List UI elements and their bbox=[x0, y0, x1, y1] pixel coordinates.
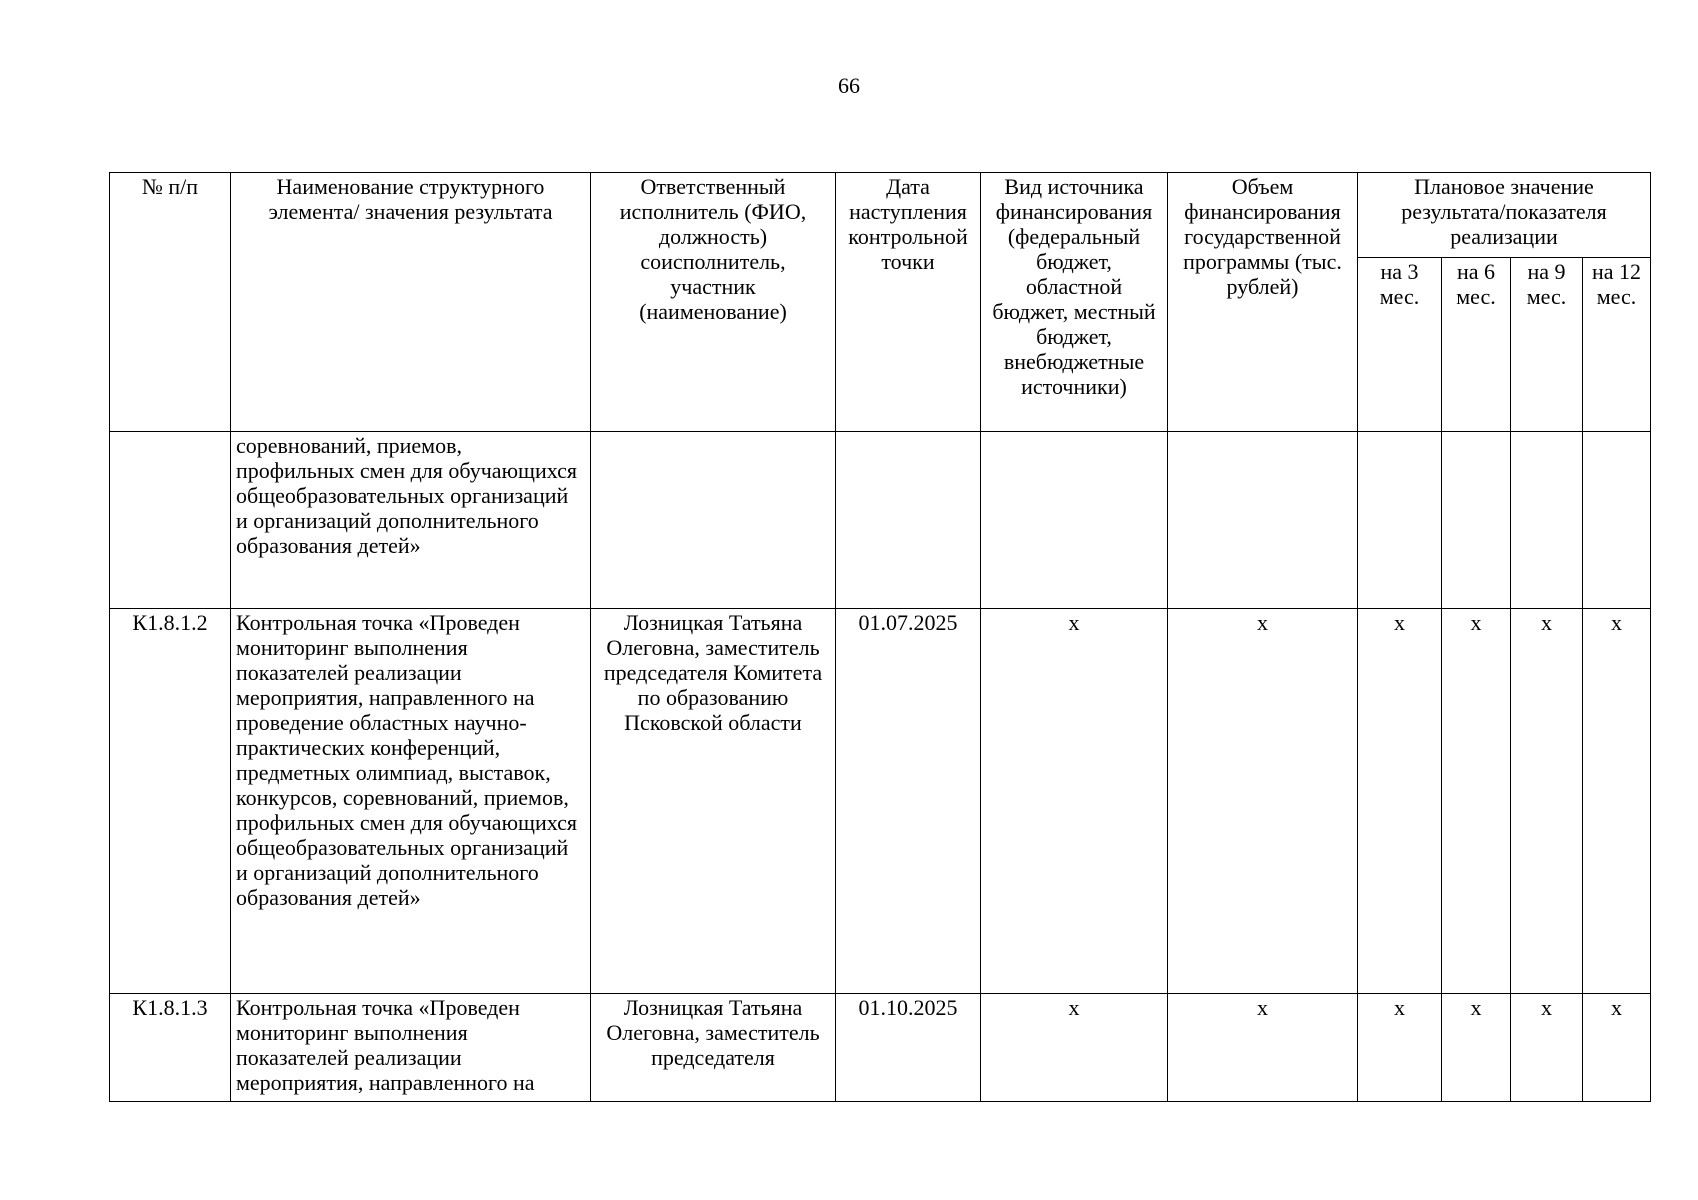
row-num: К1.8.1.3 bbox=[110, 994, 231, 1102]
header-name: Наименование структурного элемента/ значения результата bbox=[231, 173, 591, 432]
row-plan-6: x bbox=[1442, 994, 1511, 1102]
row-name: Контрольная точка «Проведен мониторинг выполнения показателей реализации мероприятия, направленного на bbox=[236, 995, 535, 1095]
row-plan-9 bbox=[1511, 432, 1583, 609]
header-source: Вид источника финансирования (федеральный бюджет, областной бюджет, местный бюджет, внебюджетные источники) bbox=[981, 173, 1168, 432]
row-date: 01.07.2025 bbox=[836, 609, 981, 994]
header-plan-6: на 6 мес. bbox=[1442, 258, 1511, 432]
row-plan-3: x bbox=[1358, 609, 1442, 994]
header-plan-3: на 3 мес. bbox=[1358, 258, 1442, 432]
header-volume: Объем финансирования государственной программы (тыс. рублей) bbox=[1168, 173, 1358, 432]
row-volume: x bbox=[1168, 994, 1358, 1102]
row-source: x bbox=[981, 994, 1168, 1102]
header-date: Дата наступления контрольной точки bbox=[836, 173, 981, 432]
row-plan-9: x bbox=[1511, 609, 1583, 994]
row-num bbox=[110, 432, 231, 609]
row-plan-12: x bbox=[1583, 609, 1651, 994]
row-source bbox=[981, 432, 1168, 609]
row-responsible bbox=[591, 432, 836, 609]
header-responsible: Ответственный исполнитель (ФИО, должность) соисполнитель, участник (наименование) bbox=[591, 173, 836, 432]
row-volume bbox=[1168, 432, 1358, 609]
table-row bbox=[110, 609, 1651, 994]
row-plan-3: x bbox=[1358, 994, 1442, 1102]
row-responsible: Лозницкая Татьяна Олеговна, заместитель председателя bbox=[606, 995, 820, 1070]
row-responsible: Лозницкая Татьяна Олеговна, заместитель председателя Комитета по образованию Псковской области bbox=[591, 609, 836, 994]
row-plan-3 bbox=[1358, 432, 1442, 609]
row-plan-6 bbox=[1442, 432, 1511, 609]
row-name: соревнований, приемов, профильных смен для обучающихся общеобразовательных организаций и организаций дополнительного образования детей» bbox=[231, 432, 591, 609]
header-num: № п/п bbox=[110, 173, 231, 432]
row-volume: x bbox=[1168, 609, 1358, 994]
row-plan-12: x bbox=[1583, 994, 1651, 1102]
table-row bbox=[110, 994, 1651, 1102]
row-date: 01.10.2025 bbox=[836, 994, 981, 1102]
header-plan-9: на 9 мес. bbox=[1511, 258, 1583, 432]
row-plan-6: x bbox=[1442, 609, 1511, 994]
row-date bbox=[836, 432, 981, 609]
row-source: x bbox=[981, 609, 1168, 994]
page-number: 66 bbox=[838, 73, 860, 98]
row-name: Контрольная точка «Проведен мониторинг выполнения показателей реализации мероприятия, направленного на проведение областных научно-практических конференций, предметных олимпиад, выставок, конкурсов, соревнований, приемов, профильных смен для обучающихся общеобразовательных организаций и организаций дополнительного образования детей» bbox=[231, 609, 591, 994]
table-row bbox=[110, 432, 1651, 609]
control-points-table bbox=[109, 172, 1651, 1102]
header-plan: Плановое значение результата/показателя реализации bbox=[1358, 173, 1651, 258]
row-plan-9: x bbox=[1511, 994, 1583, 1102]
row-num: К1.8.1.2 bbox=[110, 609, 231, 994]
header-plan-12: на 12 мес. bbox=[1583, 258, 1651, 432]
row-plan-12 bbox=[1583, 432, 1651, 609]
